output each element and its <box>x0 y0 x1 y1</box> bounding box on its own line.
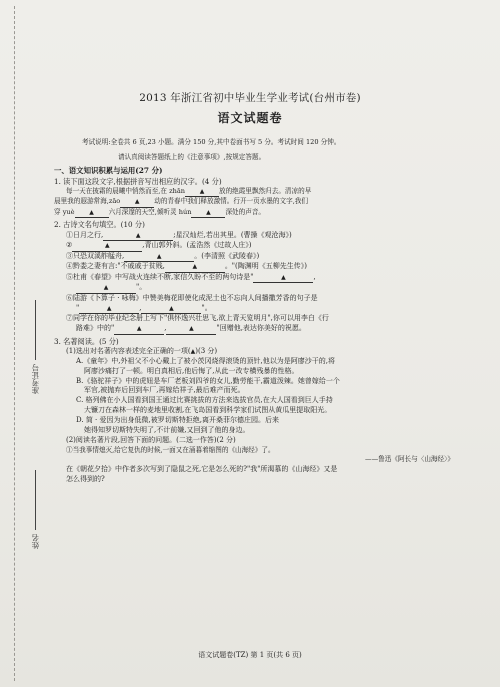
q3-option-a: A.《童年》中,外祖父不小心戴上了被小茨冈烧得滚烫的顶针,他以为是阿廖沙干的,将 <box>76 356 335 365</box>
name-label: 姓名 <box>31 534 40 549</box>
q2-d: ④黔娄之妻有言:"不戚戚于贫贱, ▲ 。"(陶渊明《五柳先生传》) <box>54 262 474 273</box>
q1-line3: 穿 yuè ▲ 六月深邃的天空,倾听灵 hún ▲ 深处的声音。 <box>54 208 474 219</box>
exam-number-label: 准考证号 <box>31 364 40 394</box>
q2-head: 2. 古诗文名句填空。(10 分) <box>54 220 145 230</box>
q3-head: 3. 名著阅读。(5 分) <box>54 336 119 346</box>
page-footer: 语文试题卷(TZ) 第 1 页(共 6 页) <box>198 651 302 659</box>
q3-quote-source: ——鲁迅《阿长与〈山海经〉》 <box>364 455 454 464</box>
q3-sub1: (1)选出对名著内容表述完全正确的一项(▲)(3 分) <box>66 346 218 355</box>
name-underline <box>35 470 36 530</box>
q3-option-d: D. 简 · 爱因为出身低微,被罗切斯特拒绝,离开桑菲尔德庄园。后来 <box>76 416 279 425</box>
q3-option-b-cont: 军官,被抛弃后回到车厂,再嫁给祥子,最后难产而死。 <box>84 386 245 395</box>
q3-ask: 在《朝花夕拾》中作者多次写到了隐鼠之死,它是怎么死的?"我"所渴慕的《山海经》又是 <box>66 464 338 473</box>
q2-e: ⑤杜甫《春望》中写战火连续不断,家信久盼不至的两句诗是" ▲ , <box>54 273 474 284</box>
q3-option-a-cont: 阿廖沙痛打了一顿。明白真相后,他后悔了,从此一改专横残暴的性格。 <box>84 366 299 375</box>
q1-head: 1. 读下面这段文字,根据拼音写出相应的汉字。(4 分) <box>54 176 222 186</box>
q3-quote: ①当我事情熄灭,给它复仇的时候,一面又在涌暮着缩图的《山海经》了。 <box>66 446 275 455</box>
q3-option-b: B.《骆驼祥子》中的虎妞是车厂老板刘四爷的女儿,勤劳能干,霸道泼辣。她曾嫁给一个 <box>76 376 340 385</box>
exam-instructions: 考试说明:全卷共 6 页,23 小题。满分 150 分,其中卷面书写 5 分。考试时间 120 分钟。 <box>82 138 341 146</box>
section-one <box>54 166 474 485</box>
q2-f-cont: " ▲ , ▲ "。 <box>54 304 474 315</box>
q3-option-c-cont: 大镰刀在森林一样的麦地里收割,在飞岛国看到科学家们试图从黄瓜里提取阳光。 <box>84 406 332 415</box>
q2-a: ①日月之行, ▲ ;星汉灿烂,若出其里。(曹操《观沧海》) <box>54 231 474 242</box>
q2-c: ③只恐双溪舴艋舟, ▲ 。(李清照《武陵春》) <box>54 252 474 263</box>
exam-notice: 请认真阅读答题纸上的《注意事项》,按规定答题。 <box>118 153 266 161</box>
section-one-title: 一、语文知识积累与运用(27 分) <box>54 166 163 175</box>
binding-line <box>14 6 15 681</box>
q2-e-cont: ▲ "。 <box>54 283 474 294</box>
exam-number-field <box>30 300 41 394</box>
q2-f: ⑥陆游《卜算子 · 咏梅》中赞美梅花即使化成泥土也不忘向人间播撒芳香的句子是 <box>66 293 318 302</box>
q1-line2: 晨里我的遐游常海,zāo ▲ 动的青春中我们释放激情。行开一页水墨的文字,我们 <box>54 197 474 208</box>
q2-g: ⑦同学在你的毕业纪念册上写下"俱怀逸兴壮思飞,欲上青天览明月",你可以用李白《行 <box>66 314 329 323</box>
exam-title: 2013 年浙江省初中毕业生学业考试(台州市卷) <box>139 92 361 104</box>
q3-option-d-cont: 她得知罗切斯特失明了,不计前嫌,又回到了他的身边。 <box>84 426 250 435</box>
paper-subtitle: 语文试题卷 <box>217 111 283 125</box>
q3-ask-cont: 怎么得到的? <box>66 474 105 483</box>
q1-line1: 每一天在披霜的晨曦中悄然而至,在 zhān ▲ 放的绝霞里飘然归去。清凉的早 <box>54 187 474 198</box>
name-field <box>30 470 41 549</box>
exam-number-underline <box>35 300 36 360</box>
q2-g-cont: 路难》中的" ▲ , ▲ "回赠他,表达你美好的祝愿。 <box>54 324 474 335</box>
q3-option-c: C. 格列佛在小人国看到国王通过比赛挑拔的方法来选拔官员,在大人国看到巨人手持 <box>76 396 333 405</box>
q3-sub2: (2)阅读名著片段,回答下面的问题。(二选一作答)(2 分) <box>66 436 236 445</box>
q2-b: ② ▲ ,青山郭外斜。(孟浩然《过故人庄》) <box>54 241 474 252</box>
